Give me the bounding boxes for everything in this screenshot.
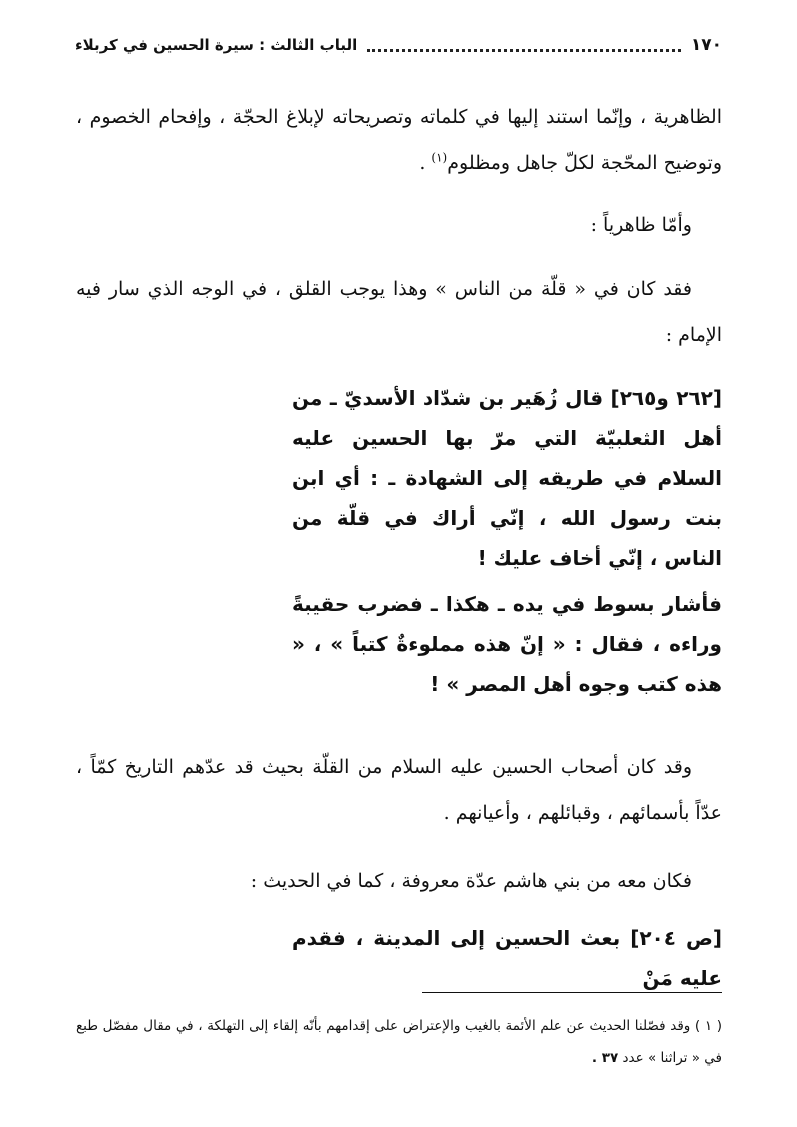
hadith-block-2: فأشار بسوط في يده ـ هكذا ـ فضرب حقيبةً وراءه ، فقال : « إنّ هذه مملوءةٌ كتباً » ، « هذه كتب وجوه أهل المصر » ! xyxy=(292,592,722,696)
header-leader-dots xyxy=(367,49,681,52)
hadith-block-3: [ص ٢٠٤] بعث الحسين إلى المدينة ، فقدم عليه مَنْ xyxy=(292,926,722,990)
footnote xyxy=(76,1010,722,1074)
paragraph-1-tail: . xyxy=(419,152,432,174)
footnote-divider xyxy=(422,992,722,993)
footnote-text: ( ١ ) وقد فصّلنا الحديث عن علم الأئمة بالغيب والإعتراض على إقدامهم بأنّه إلقاء إلى التهلكة ، في مقال مفصّل طبع في « تراثنا » عدد xyxy=(76,1018,722,1066)
hadith-block-1: [٢٦٢ و٢٦٥] قال زُهَير بن شدّاد الأسديّ ـ من أهل الثعلبيّة التي مرّ بها الحسين عليه السلام في طريقه إلى الشهادة ـ : أي ابن بنت رسول الله ، إنّي أراك في قلّة من الناس ، إنّي أخاف عليك ! xyxy=(292,386,722,570)
chapter-title: الباب الثالث : سيرة الحسين في كربلاء xyxy=(75,36,358,54)
footnote-reference[interactable]: (١) xyxy=(431,150,448,165)
paragraph-1 xyxy=(76,94,722,186)
paragraph-2: وأمّا ظاهرياً : xyxy=(590,214,692,236)
page-number: ١٧٠ xyxy=(690,35,722,55)
paragraph-5: فكان معه من بني هاشم عدّة معروفة ، كما في الحديث : xyxy=(250,870,692,892)
footnote-issue-number: ٣٧ . xyxy=(591,1050,619,1066)
paragraph-3: فقد كان في « قلّة من الناس » وهذا يوجب القلق ، في الوجه الذي سار فيه الإمام : xyxy=(76,278,722,346)
paragraph-4: وقد كان أصحاب الحسين عليه السلام من القلّة بحيث قد عدّهم التاريخ كمّاً ، عدّاً بأسمائهم ، وقبائلهم ، وأعيانهم . xyxy=(76,756,722,824)
paragraph-1-text: الظاهرية ، وإنّما استند إليها في كلماته وتصريحاته لإبلاغ الحجّة ، وإفحام الخصوم ، وتوضيح المحّجة لكلّ جاهل ومظلوم xyxy=(76,106,722,174)
running-header xyxy=(75,30,722,60)
